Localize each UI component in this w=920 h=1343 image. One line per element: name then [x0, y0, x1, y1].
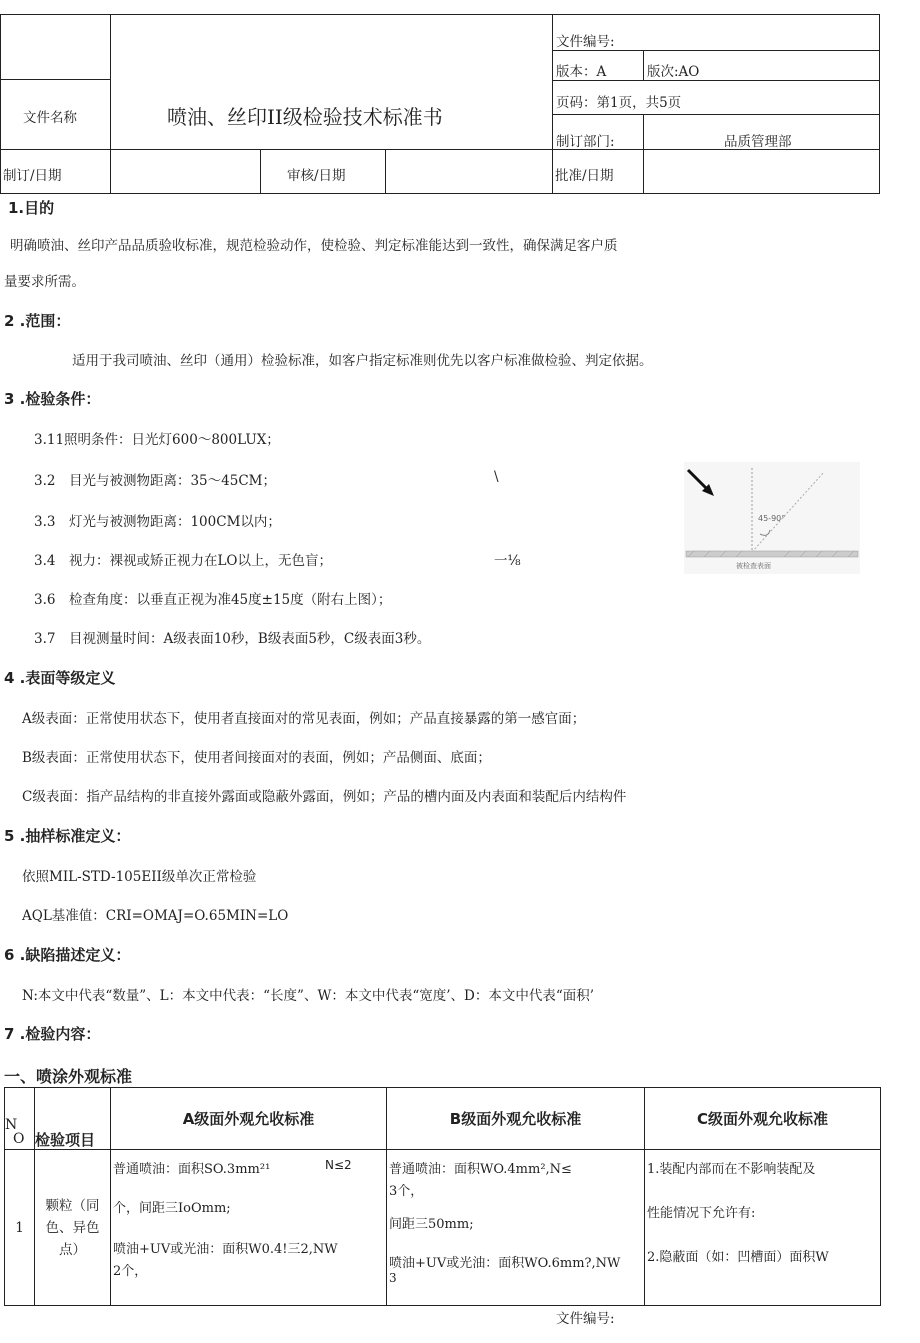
file-no-label: 文件编号:: [556, 34, 615, 50]
c-criteria-line: 2.隐蔽面（如：凹槽面）面积W: [647, 1250, 829, 1265]
sampling-text: 依照MIL-STD-105EII级单次正常检验: [22, 869, 257, 885]
stray-mark: 一⅛: [494, 553, 521, 569]
page-label: 页码：第1页，共5页: [556, 95, 682, 111]
made-label: 制订/日期: [3, 168, 62, 184]
review-label-cell: [260, 149, 386, 194]
review-label: 审核/日期: [287, 168, 346, 184]
table-header-row: [5, 1088, 881, 1150]
c-criteria-line: 性能情况下允许有:: [647, 1206, 756, 1221]
version-label: 版本：A: [556, 64, 607, 80]
header-blank-cell: [0, 14, 111, 80]
revision-label: 版次:AO: [647, 64, 700, 80]
approve-label-cell: [552, 149, 644, 194]
made-label-cell: [0, 149, 111, 194]
defect-definition: N:本文中代表“数量”、L：本文中代表：“长度”、W：本文中代表“宽度’、D：本文中代表“面积’: [22, 988, 595, 1004]
b-criteria-line: 普通喷油：面积WO.4mm²,N≤: [389, 1162, 572, 1177]
row-b-criteria: [387, 1150, 645, 1306]
section-1-text-line-1: 明确喷油、丝印产品品质验收标准，规范检验动作，使检验、判定标准能达到一致性，确保满足客户质: [10, 238, 618, 254]
col-c-header: C级面外观允收标准: [645, 1088, 881, 1150]
section-6-title: 6 .缺陷描述定义：: [4, 946, 131, 964]
a-criteria-line: 喷油+UV或光油：面积W0.4!三2,NW: [113, 1242, 338, 1257]
review-value-cell: [385, 149, 553, 194]
subsection-title: 一、喷涂外观标准: [4, 1067, 133, 1086]
condition-item: 3.4 视力：裸视或矫正视力在LO以上，无色盲；: [34, 553, 333, 569]
page-cell: [552, 80, 880, 115]
dept-value-cell: [643, 114, 880, 150]
stray-mark: \: [494, 469, 499, 485]
viewing-angle-figure: [684, 462, 860, 574]
row-a-criteria: [111, 1150, 387, 1306]
section-3-title: 3 .检验条件：: [4, 390, 101, 408]
condition-item: 3.2 目光与被测物距离：35～45CM；: [34, 473, 276, 489]
version-cell: [552, 50, 644, 81]
section-5-title: 5 .抽样标准定义：: [4, 827, 131, 845]
header-title-cell: [110, 14, 553, 150]
angle-label: 45-90°: [758, 514, 786, 523]
item-header: 检验项目: [35, 1131, 96, 1149]
dept-label: 制订部门:: [556, 134, 615, 150]
row-item: 颗粒（同色、异色点）: [35, 1150, 111, 1306]
header-table: [0, 14, 880, 194]
row-no: 1: [5, 1150, 35, 1306]
col-a-header: A级面外观允收标准: [111, 1088, 387, 1150]
figure-caption: 被检查表面: [736, 562, 771, 570]
b-criteria-line: 间距三50mm;: [389, 1217, 474, 1232]
no-header-n: N: [5, 1117, 18, 1133]
dept-label-cell: [552, 114, 644, 150]
grade-definition: A级表面：正常使用状态下，使用者直接面对的常见表面，例如；产品直接暴露的第一感官面；: [22, 711, 586, 727]
col-b-header: B级面外观允收标准: [387, 1088, 645, 1150]
inspection-table: [4, 1087, 881, 1306]
a-criteria-line: 2个，: [113, 1264, 148, 1279]
section-1-title: 1.目的: [8, 199, 55, 217]
section-2-text: 适用于我司喷油、丝印（通用）检验标准，如客户指定标准则优先以客户标准做检验、判定依据。: [72, 353, 653, 369]
revision-cell: [643, 50, 880, 81]
footer-file-no: 文件编号:: [556, 1311, 615, 1327]
section-4-title: 4 .表面等级定义: [4, 669, 116, 687]
document-title: 喷油、丝印II级检验技术标准书: [167, 105, 443, 129]
doc-name-label: 文件名称: [23, 110, 77, 126]
c-criteria-line: 1.装配内部而在不影响装配及: [647, 1162, 816, 1177]
b-criteria-line: 3个，: [389, 1184, 424, 1199]
table-row: [5, 1150, 881, 1306]
col-no-header: [5, 1088, 35, 1150]
a-criteria-line: N≤2: [325, 1158, 352, 1172]
condition-item: 3.3 灯光与被测物距离：100CM以内；: [34, 514, 281, 530]
condition-item: 3.7 目视测量时间：A级表面10秒，B级表面5秒，C级表面3秒。: [34, 631, 431, 647]
sampling-text: AQL基准值：CRI=OMAJ=O.65MIN=LO: [22, 908, 289, 924]
made-value-cell: [110, 149, 261, 194]
no-header-o: O: [13, 1131, 25, 1147]
grade-definition: B级表面：正常使用状态下，使用者间接面对的表面，例如；产品侧面、底面；: [22, 750, 491, 766]
section-1-text-line-2: 量要求所需。: [4, 274, 85, 290]
section-2-title: 2 .范围：: [4, 312, 71, 330]
b-criteria-line: 喷油+UV或光油：面积WO.6mm?,NW: [389, 1256, 621, 1271]
a-criteria-line: 个，间距三IoOmm;: [113, 1201, 231, 1216]
condition-item: 3.6 检查角度：以垂直正视为准45度±15度（附右上图）；: [34, 592, 392, 608]
doc-name-label-cell: [0, 79, 111, 150]
section-7-title: 7 .检验内容：: [4, 1025, 101, 1043]
grade-definition: C级表面：指产品结构的非直接外露面或隐蔽外露面，例如；产品的槽内面及内表面和装配后内结构件: [22, 789, 627, 805]
col-item-header: [35, 1088, 111, 1150]
a-criteria-line: 普通喷油：面积SO.3mm²¹: [113, 1162, 271, 1177]
b-criteria-line: 3: [389, 1271, 397, 1285]
approve-label: 批准/日期: [555, 168, 614, 184]
condition-item: 3.11照明条件：日光灯600～800LUX；: [34, 432, 280, 448]
dept-value: 品质管理部: [724, 134, 792, 150]
row-c-criteria: [645, 1150, 881, 1306]
approve-value-cell: [643, 149, 880, 194]
file-no-cell: [552, 14, 880, 51]
